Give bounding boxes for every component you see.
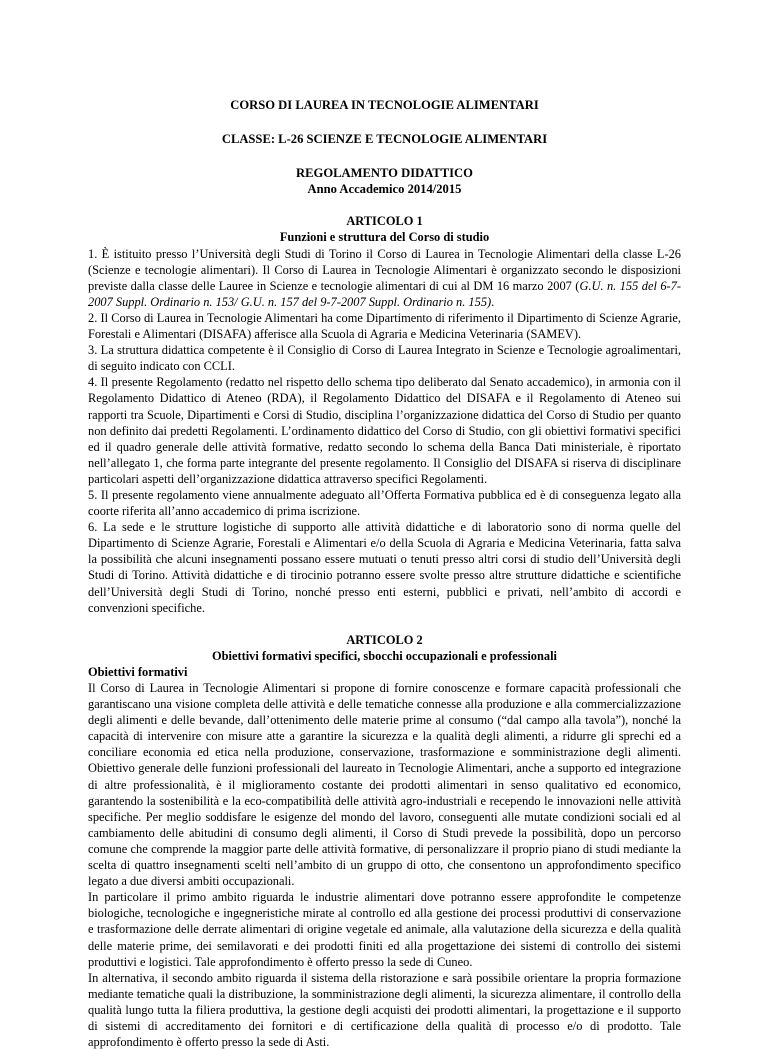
article-1-paragraph-2: 2. Il Corso di Laurea in Tecnologie Alimentari ha come Dipartimento di riferimento il Dipartimento di Scienze Agrarie, Forestali e Alimentari (DISAFA) afferisce alla Scuola di Agraria e Medicina Veterinaria (SAMEV).: [88, 310, 681, 342]
article-2-paragraph-3: In alternativa, il secondo ambito riguarda il sistema della ristorazione e sarà possibile orientare la propria formazione mediante tematiche quali la distribuzione, la somministrazione degli alimenti, la sicurezza alimentare, il controllo della qualità lungo tutta la filiera produttiva, la gestione degli acquisti dei prodotti alimentari, la progettazione e il supporto di sistemi di accreditamento dei fornitori e di certificazione della qualità di processo e/o di prodotto. Tale approfondimento è offerto presso la sede di Asti.: [88, 970, 681, 1050]
article-2-title: Obiettivi formativi specifici, sbocchi occupazionali e professionali: [212, 648, 557, 663]
article-1-title: Funzioni e struttura del Corso di studio: [279, 230, 490, 245]
article-1-number: ARTICOLO 1: [346, 214, 423, 229]
section-label-obiettivi: Obiettivi formativi: [88, 664, 188, 679]
article-1-paragraph-6: 6. La sede e le strutture logistiche di supporto alle attività didattiche e di laboratorio sono di norma quelle del Dipartimento di Scienze Agrarie, Forestali e Alimentari e/o della Scuola di Agraria e Medicina Veterinaria, fatta salva la possibilità che alcuni insegnamenti possano essere mutuati o tenuti presso altri corsi di studio dell’Università degli Studi di Torino. Attività didattiche e di tirocinio potranno essere svolte presso altre strutture didattiche e scientifiche dell’Università degli Studi di Torino, nonché presso enti esterni, pubblici e privati, nell’ambito di accordi e convenzioni specifiche.: [88, 520, 681, 615]
article-1-paragraph-5: 5. Il presente regolamento viene annualmente adeguato all’Offerta Formativa pubblica ed è di conseguenza legato alla coorte riferita all’anno accademico di prima iscrizione.: [88, 487, 681, 519]
class-heading: CLASSE: L-26 SCIENZE E TECNOLOGIE ALIMENTARI: [221, 132, 548, 147]
article-1-paragraph-4: 4. Il presente Regolamento (redatto nel rispetto dello schema tipo deliberato dal Senato accademico), in armonia con il Regolamento Didattico di Ateneo (RDA), il Regolamento Didattico del DISAFA e il Regolamento di Ateneo sui rapporti tra Scuole, Dipartimenti e Corsi di Studio, disciplina l’organizzazione didattica del Corso di Studio per quanto non definito dai predetti Regolamenti. L’ordinamento didattico del Corso di Studio, con gli obiettivi formativi specifici ed il quadro generale delle attività formative, redatto secondo lo schema della Banca Dati ministeriale, è riportato nell’allegato 1, che forma parte integrante del presente regolamento. Il Consiglio del DISAFA si riserva di disciplinare particolari aspetti dell’organizzazione didattica attraverso specifici Regolamenti.: [88, 375, 681, 486]
course-heading: CORSO DI LAUREA IN TECNOLOGIE ALIMENTARI: [230, 98, 539, 112]
article-1-paragraph-1: [88, 246, 681, 310]
document-page: [88, 97, 681, 1050]
article-1-paragraph-1-text: 1. È istituito presso l’Università degli Studi di Torino il Corso di Laurea in Tecnologie Alimentari della classe L-26 (Scienze e tecnologie alimentari). Il Corso di Laurea in Tecnologie Alimentari è organizzato secondo le disposizioni previste dalla classe delle Lauree in Scienze e tecnologie alimentari di cui al DM 16 marzo 2007 (: [88, 246, 681, 293]
article-2-paragraph-1: Il Corso di Laurea in Tecnologie Alimentari si propone di fornire conoscenze e formare capacità professionali che garantiscano una visione completa delle attività e delle tematiche connesse alla produzione e alla commercializzazione degli alimenti e delle bevande, dall’ottenimento delle materie prime al consumo (“dal campo alla tavola”), nonché la capacità di intervenire con misure atte a garantire la sicurezza e la qualità degli alimenti, a ridurre gli sprechi ed a conciliare economia ed etica nella produzione, conservazione, trasformazione e somministrazione degli alimenti. Obiettivo generale delle funzioni professionali del laureato in Tecnologie Alimentari, anche a supporto ed integrazione di altre professionalità, è il miglioramento costante dei prodotti alimentari in senso qualitativo ed economico, garantendo la sostenibilità e la eco-compatibilità delle attività agro-industriali e recependo le innovazioni nelle attività specifiche. Per meglio soddisfare le esigenze del mondo del lavoro, conseguenti alle mutate condizioni sociali ed al cambiamento delle abitudini di consumo degli alimenti, il Corso di Studi prevede la possibilità, dopo un percorso comune che comprende la maggior parte delle attività formative, di personalizzare il proprio piano di studi mediante la scelta di quattro insegnamenti scelti nell’ambito di un gruppo di otto, che consentono un approfondimento specifico legato a due diversi ambiti occupazionali.: [88, 681, 681, 889]
academic-year: Anno Accademico 2014/2015: [307, 182, 462, 197]
regulation-heading: REGOLAMENTO DIDATTICO: [296, 166, 473, 181]
article-1-paragraph-1-end: .: [491, 294, 495, 309]
article-1-paragraph-1-citation: G.U. n. 155 del 6-7-2007 Suppl. Ordinario n. 153/ G.U. n. 157 del 9-7-2007 Suppl. Ordinario n. 155): [88, 278, 681, 309]
article-1-paragraph-3: 3. La struttura didattica competente è il Consiglio di Corso di Laurea Integrato in Scienze e Tecnologie agroalimentari, di seguito indicato con CCLI.: [88, 343, 681, 374]
article-2-paragraph-2: In particolare il primo ambito riguarda le industrie alimentari dove potranno essere approfondite le competenze biologiche, tecnologiche e ingegneristiche mirate al controllo ed alla gestione dei processi produttivi di conservazione e trasformazione delle derrate alimentari di origine vegetale ed animale, alla valutazione della sicurezza e della qualità delle materie prime, dei semilavorati e dei prodotti finiti ed alla progettazione dei sistemi di controllo dei sistemi produttivi e logistici. Tale approfondimento è offerto presso la sede di Cuneo.: [88, 890, 681, 969]
article-2-number: ARTICOLO 2: [346, 632, 423, 647]
